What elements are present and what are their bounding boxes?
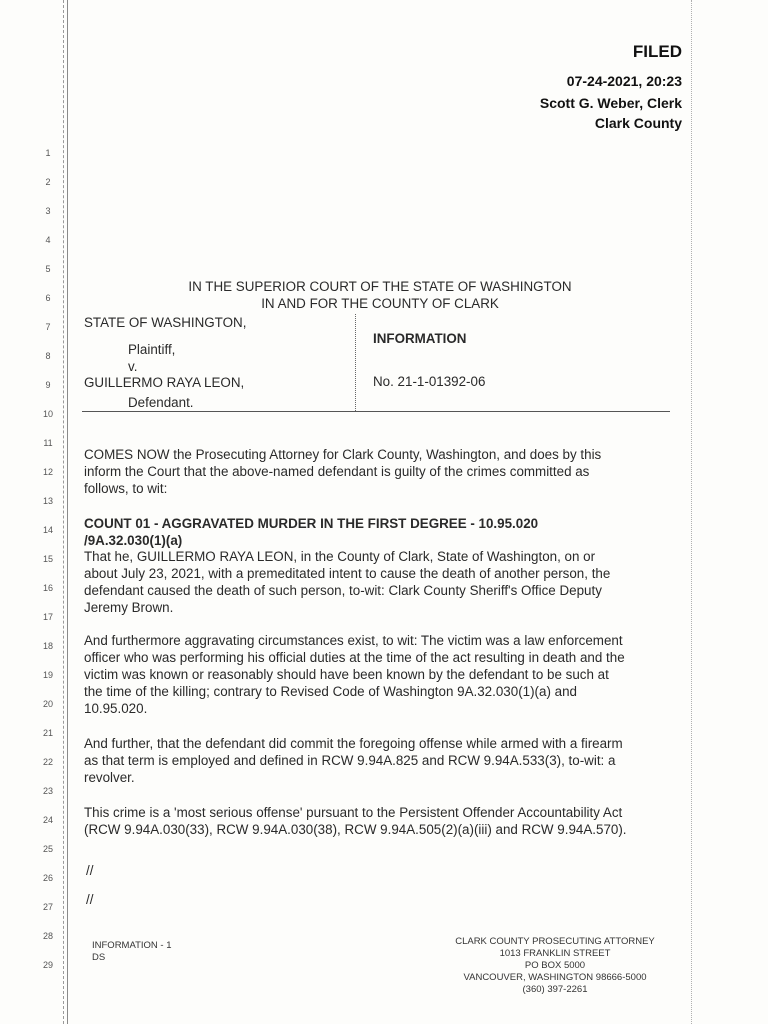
line-number: 20	[42, 699, 53, 709]
defendant-role: Defendant.	[128, 395, 194, 410]
line-number: 25	[42, 844, 53, 854]
footer-initials: DS	[92, 952, 106, 963]
line-number: 16	[42, 583, 53, 593]
line-number: 26	[42, 873, 53, 883]
line-number: 29	[42, 960, 53, 970]
caption-bottom-rule	[82, 411, 670, 412]
line-number: 14	[42, 525, 53, 535]
line-number: 2	[45, 177, 51, 187]
firearm-line: as that term is employed and defined in RCW 9.94A.825 and RCW 9.94A.533(3), to-wit: a	[84, 753, 616, 768]
footer-doc-title: INFORMATION - 1	[92, 940, 172, 951]
line-number: 5	[45, 264, 51, 274]
line-number: 11	[43, 438, 53, 448]
line-number: 1	[45, 148, 51, 158]
court-heading-line1: IN THE SUPERIOR COURT OF THE STATE OF WASHINGTON	[188, 279, 572, 294]
line-number: 10	[42, 409, 53, 419]
filed-stamp-county: Clark County	[594, 115, 682, 131]
count-heading: /9A.32.030(1)(a)	[84, 533, 183, 548]
aggravating-line: the time of the killing; contrary to Revised Code of Washington 9A.32.030(1)(a) and	[84, 684, 577, 699]
line-number: 18	[42, 641, 53, 651]
aggravating-line: officer who was performing his official duties at the time of the act resulting in death and the	[84, 650, 625, 665]
line-number: 9	[45, 380, 51, 390]
count-text-line: about July 23, 2021, with a premeditated intent to cause the death of another person, the	[84, 566, 611, 581]
line-number: 6	[45, 293, 51, 303]
line-number: 19	[42, 670, 53, 680]
line-number: 12	[42, 467, 53, 477]
count-text-line: defendant caused the death of such person, to-wit: Clark County Sheriff's Office Deputy	[84, 583, 602, 598]
continuation-mark: //	[86, 892, 94, 907]
footer-city: VANCOUVER, WASHINGTON 98666-5000	[463, 972, 647, 983]
firearm-line: And further, that the defendant did commit the foregoing offense while armed with a firearm	[84, 736, 623, 751]
versus: v.	[128, 359, 138, 374]
aggravating-line: 10.95.020.	[84, 701, 148, 716]
line-number: 8	[45, 351, 51, 361]
count-text-line: Jeremy Brown.	[84, 600, 174, 615]
line-number: 15	[42, 554, 53, 564]
aggravating-line: And furthermore aggravating circumstances exist, to wit: The victim was a law enforcement	[84, 633, 623, 648]
left-margin-rule-outer	[63, 0, 64, 1024]
line-number: 22	[42, 757, 53, 767]
line-number: 28	[42, 931, 53, 941]
line-number: 13	[42, 496, 53, 506]
filed-stamp-title: FILED	[632, 42, 682, 61]
line-number: 24	[42, 815, 53, 825]
line-number: 21	[42, 728, 53, 738]
line-number: 4	[45, 235, 51, 245]
footer-street: 1013 FRANKLIN STREET	[499, 948, 611, 959]
line-number: 3	[45, 206, 51, 216]
case-number: No. 21-1-01392-06	[373, 374, 486, 389]
footer-phone: (360) 397-2261	[522, 984, 588, 995]
aggravating-line: victim was known or reasonably should have been known by the defendant to be such at	[84, 667, 609, 682]
firearm-line: revolver.	[84, 770, 135, 785]
right-margin-rule	[691, 0, 692, 1024]
intro-line: COMES NOW the Prosecuting Attorney for Clark County, Washington, and does by this	[84, 447, 602, 462]
caption-divider	[355, 314, 356, 411]
line-number: 7	[45, 322, 51, 332]
document-type: INFORMATION	[373, 331, 467, 346]
filed-stamp-datetime: 07-24-2021, 20:23	[566, 73, 682, 89]
line-number: 27	[42, 902, 53, 912]
count-heading: COUNT 01 - AGGRAVATED MURDER IN THE FIRST DEGREE - 10.95.020	[84, 516, 539, 531]
court-heading-line2: IN AND FOR THE COUNTY OF CLARK	[261, 296, 499, 311]
line-number: 17	[42, 612, 53, 622]
footer-po-box: PO BOX 5000	[524, 960, 586, 971]
intro-line: follows, to wit:	[84, 481, 168, 496]
line-number: 23	[42, 786, 53, 796]
intro-line: inform the Court that the above-named defendant is guilty of the crimes committed as	[84, 464, 590, 479]
filed-stamp-clerk: Scott G. Weber, Clerk	[539, 95, 682, 111]
continuation-mark: //	[86, 863, 94, 878]
plaintiff-name: STATE OF WASHINGTON,	[84, 315, 247, 330]
serious-offense-line: (RCW 9.94A.030(33), RCW 9.94A.030(38), RCW 9.94A.505(2)(a)(iii) and RCW 9.94A.570).	[84, 822, 627, 837]
left-margin-rule-inner	[67, 0, 68, 1024]
count-text-line: That he, GUILLERMO RAYA LEON, in the County of Clark, State of Washington, on or	[84, 549, 596, 564]
footer-office-name: CLARK COUNTY PROSECUTING ATTORNEY	[455, 936, 655, 947]
defendant-name: GUILLERMO RAYA LEON,	[84, 375, 245, 390]
plaintiff-role: Plaintiff,	[128, 342, 176, 357]
serious-offense-line: This crime is a 'most serious offense' pursuant to the Persistent Offender Accountability Act	[84, 805, 623, 820]
